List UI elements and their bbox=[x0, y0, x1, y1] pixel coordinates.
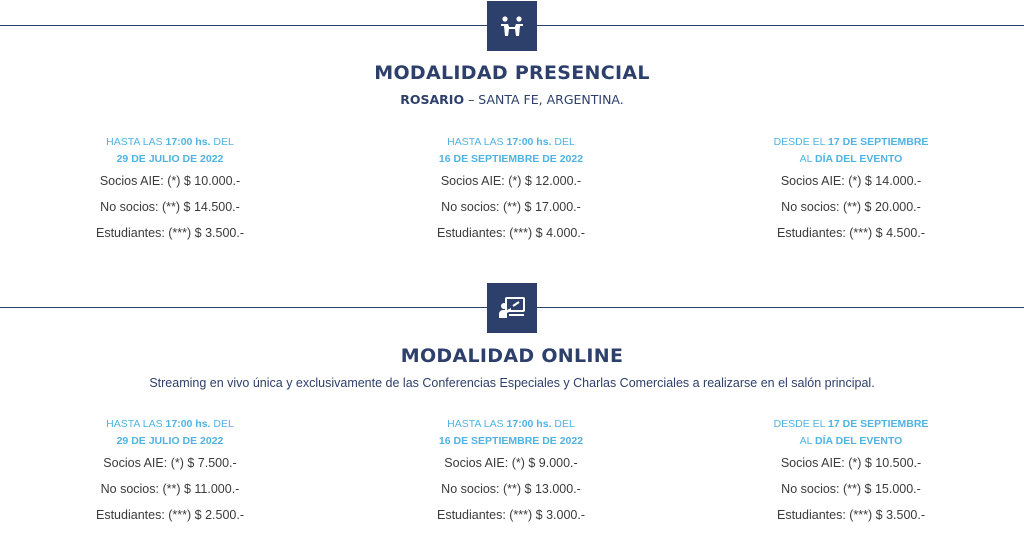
online-col-3 bbox=[721, 416, 981, 528]
price-no-socios: No socios: (**) $ 20.000.- bbox=[781, 200, 921, 214]
online-col-2 bbox=[381, 416, 641, 528]
presencial-col-1 bbox=[40, 134, 300, 246]
price-no-socios: No socios: (**) $ 11.000.- bbox=[100, 482, 240, 496]
price-estudiantes: Estudiantes: (***) $ 2.500.- bbox=[96, 508, 244, 522]
price-no-socios: No socios: (**) $ 14.500.- bbox=[100, 200, 240, 214]
price-socios: Socios AIE: (*) $ 7.500.- bbox=[103, 456, 237, 470]
period-label: DESDE EL 17 DE SEPTIEMBRE AL DÍA DEL EVENTO bbox=[773, 418, 929, 447]
price-estudiantes: Estudiantes: (***) $ 4.000.- bbox=[437, 226, 585, 240]
location-rest: – SANTA FE, ARGENTINA. bbox=[464, 92, 624, 107]
period-label: HASTA LAS 17:00 hs. DEL 29 DE JULIO DE 2022 bbox=[106, 418, 234, 447]
presentation-screen-icon bbox=[499, 297, 525, 319]
price-estudiantes: Estudiantes: (***) $ 3.500.- bbox=[96, 226, 244, 240]
online-title: MODALIDAD ONLINE bbox=[400, 345, 624, 367]
location-city: ROSARIO bbox=[400, 92, 465, 107]
presencial-icon-box bbox=[487, 1, 537, 51]
period-label: HASTA LAS 17:00 hs. DEL 29 DE JULIO DE 2022 bbox=[106, 136, 234, 165]
period-label: HASTA LAS 17:00 hs. DEL 16 DE SEPTIEMBRE DE 2022 bbox=[438, 136, 584, 165]
people-meeting-icon bbox=[499, 14, 525, 38]
price-no-socios: No socios: (**) $ 13.000.- bbox=[441, 482, 581, 496]
price-socios: Socios AIE: (*) $ 14.000.- bbox=[780, 174, 922, 188]
presencial-col-3 bbox=[721, 134, 981, 246]
presencial-title: MODALIDAD PRESENCIAL bbox=[374, 62, 650, 84]
price-estudiantes: Estudiantes: (***) $ 4.500.- bbox=[777, 226, 925, 240]
presencial-col-2 bbox=[381, 134, 641, 246]
period-label: HASTA LAS 17:00 hs. DEL 16 DE SEPTIEMBRE DE 2022 bbox=[438, 418, 584, 447]
price-socios: Socios AIE: (*) $ 10.500.- bbox=[780, 456, 922, 470]
price-socios: Socios AIE: (*) $ 9.000.- bbox=[444, 456, 578, 470]
online-icon-box bbox=[487, 283, 537, 333]
price-socios: Socios AIE: (*) $ 10.000.- bbox=[99, 174, 241, 188]
price-socios: Socios AIE: (*) $ 12.000.- bbox=[440, 174, 582, 188]
price-estudiantes: Estudiantes: (***) $ 3.000.- bbox=[437, 508, 585, 522]
price-estudiantes: Estudiantes: (***) $ 3.500.- bbox=[777, 508, 925, 522]
presencial-location bbox=[0, 92, 1024, 107]
price-no-socios: No socios: (**) $ 15.000.- bbox=[781, 482, 921, 496]
period-label: DESDE EL 17 DE SEPTIEMBRE AL DÍA DEL EVENTO bbox=[773, 136, 929, 165]
price-no-socios: No socios: (**) $ 17.000.- bbox=[441, 200, 581, 214]
online-col-1 bbox=[40, 416, 300, 528]
online-description: Streaming en vivo única y exclusivamente de las Conferencias Especiales y Charlas Comerciales a realizarse en el salón principal. bbox=[149, 376, 875, 390]
